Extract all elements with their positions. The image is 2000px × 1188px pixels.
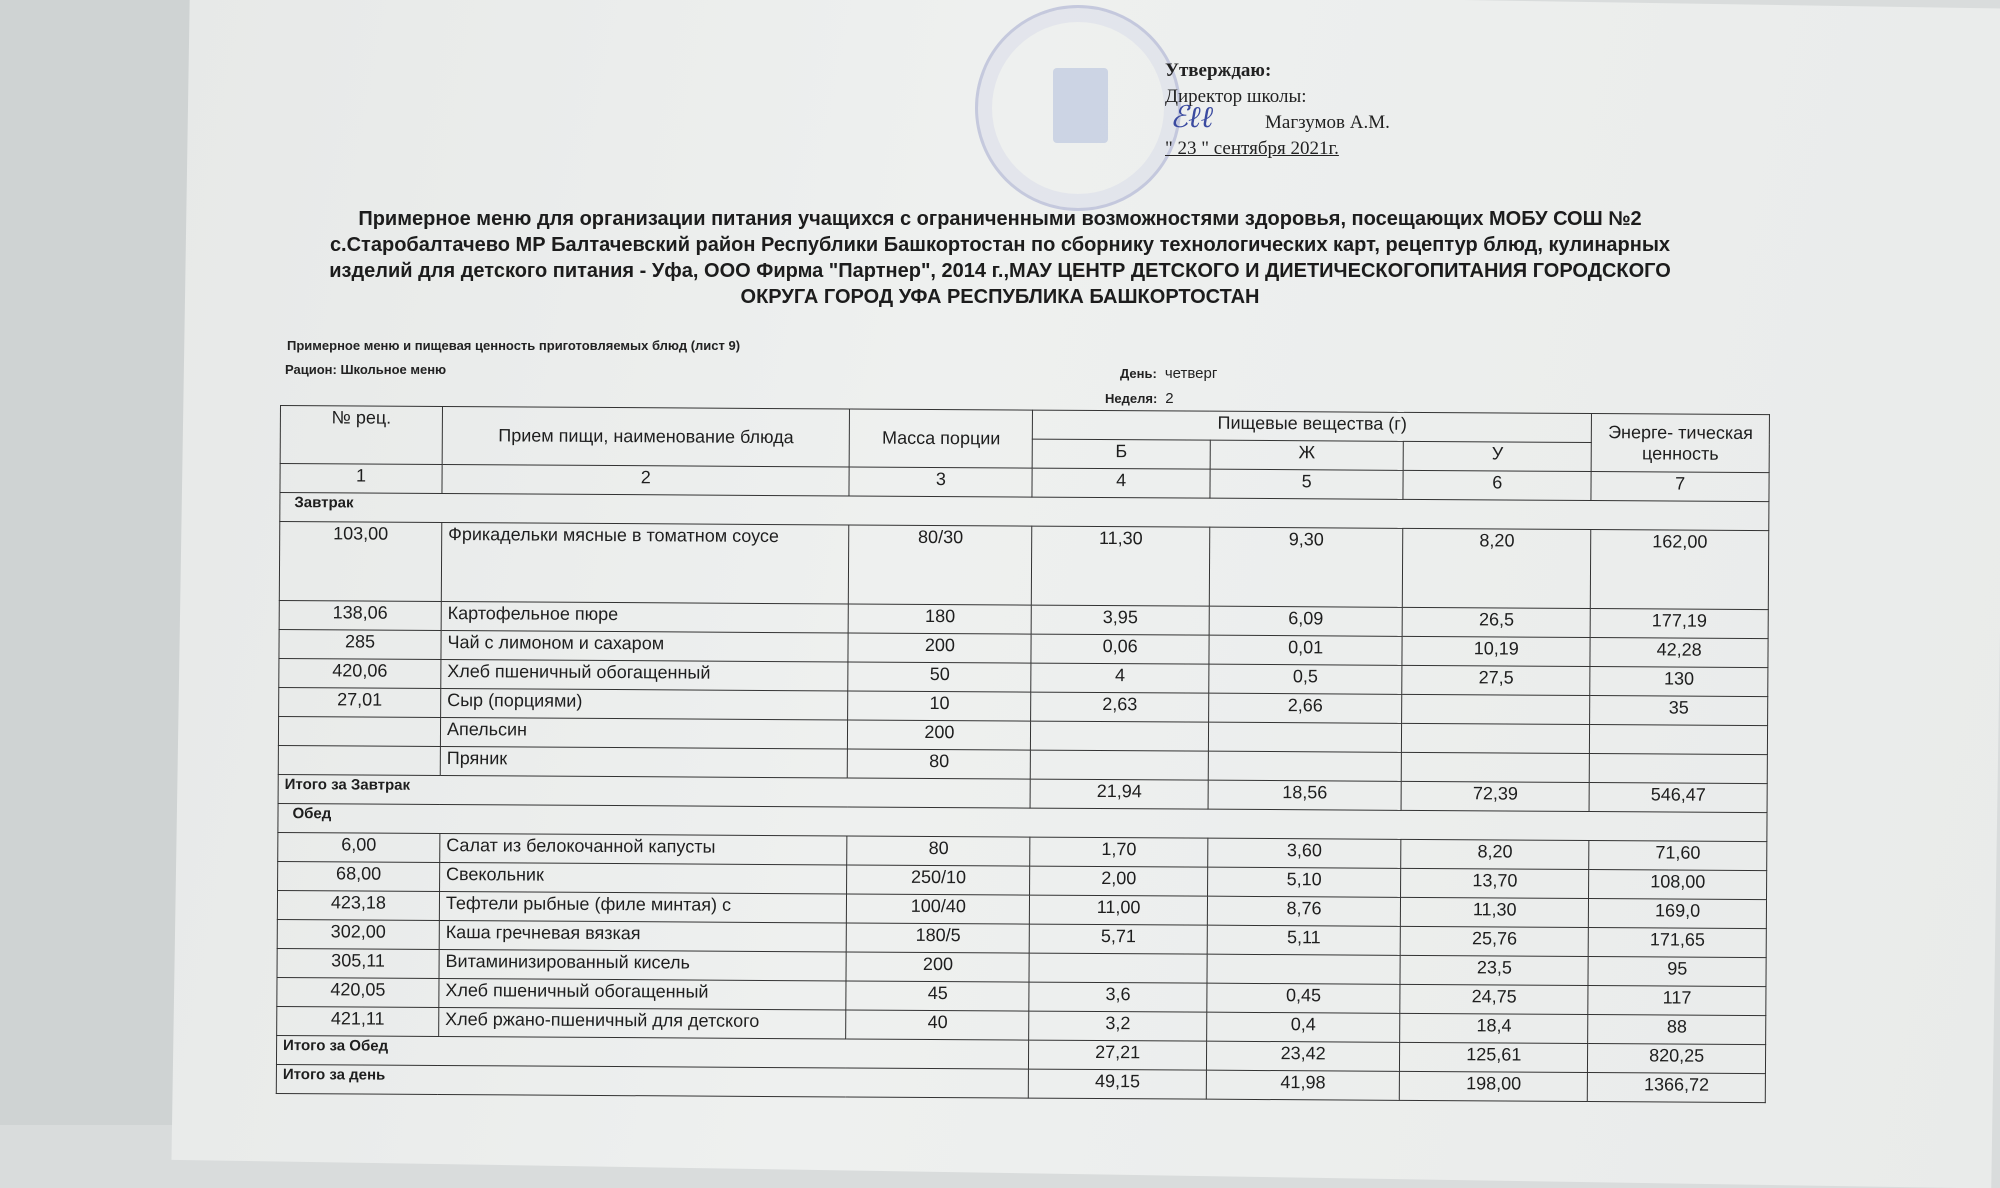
fat: 6,09 <box>1209 606 1402 636</box>
energy: 130 <box>1590 667 1768 697</box>
carbs: 27,5 <box>1402 665 1590 695</box>
portion-mass: 200 <box>848 720 1031 750</box>
section-title: Обед <box>278 803 1767 841</box>
carbs <box>1401 752 1589 782</box>
dish-name: Витаминизированный кисель <box>439 949 847 980</box>
energy: 1366,72 <box>1588 1073 1766 1103</box>
dish-name: Хлеб пшеничный обогащенный <box>441 659 849 690</box>
protein: 21,94 <box>1030 779 1208 809</box>
dish-name: Хлеб пшеничный обогащенный <box>439 978 847 1009</box>
recipe-number: 68,00 <box>278 861 440 891</box>
ration: Рацион: Школьное меню <box>285 362 447 377</box>
dish-name: Тефтели рыбные (филе минтая) с <box>439 891 847 922</box>
header-energy: Энерге- тическая ценность <box>1591 414 1769 473</box>
fat: 0,45 <box>1207 983 1400 1013</box>
approval-heading: Утверждаю: <box>1165 60 1272 81</box>
energy: 546,47 <box>1589 783 1767 813</box>
portion-mass: 80 <box>848 749 1031 779</box>
protein: 3,2 <box>1029 1011 1207 1041</box>
coat-of-arms-icon <box>1053 68 1108 143</box>
fat <box>1208 751 1401 781</box>
portion-mass: 80 <box>847 836 1030 866</box>
carbs: 23,5 <box>1400 955 1588 985</box>
portion-mass: 40 <box>846 1010 1029 1040</box>
day-label: День: <box>1120 366 1157 381</box>
portion-mass: 10 <box>848 691 1031 721</box>
header-mass: Масса порции <box>850 409 1033 468</box>
week-field <box>1105 390 1174 407</box>
column-number: 1 <box>280 464 442 494</box>
column-number: 3 <box>849 467 1032 497</box>
dish-name: Свекольник <box>439 862 847 893</box>
section-title: Завтрак <box>280 493 1769 531</box>
recipe-number: 6,00 <box>278 832 440 862</box>
fat: 3,60 <box>1208 838 1401 868</box>
fat: 0,01 <box>1209 635 1402 665</box>
header-zh: Ж <box>1210 440 1403 470</box>
header-nutrients: Пищевые вещества (г) <box>1033 410 1592 442</box>
total-label: Итого за Завтрак <box>278 774 1030 808</box>
energy: 35 <box>1590 696 1768 726</box>
carbs: 198,00 <box>1400 1071 1588 1101</box>
energy: 117 <box>1588 986 1766 1016</box>
energy: 820,25 <box>1588 1044 1766 1074</box>
column-number: 7 <box>1591 472 1769 502</box>
energy: 42,28 <box>1590 638 1768 668</box>
recipe-number <box>278 716 440 746</box>
dish-name: Картофельное пюре <box>441 601 849 632</box>
fat: 5,11 <box>1207 925 1400 955</box>
header-b: Б <box>1032 439 1210 469</box>
carbs: 25,76 <box>1400 926 1588 956</box>
dish-name: Пряник <box>440 746 848 777</box>
energy: 162,00 <box>1591 530 1769 610</box>
protein: 4 <box>1031 663 1209 693</box>
recipe-number <box>278 745 440 775</box>
week-value: 2 <box>1165 390 1174 407</box>
dish-name: Сыр (порциями) <box>441 688 849 719</box>
protein: 49,15 <box>1029 1069 1207 1099</box>
carbs: 11,30 <box>1401 897 1589 927</box>
fat: 41,98 <box>1206 1070 1399 1100</box>
fat <box>1208 722 1401 752</box>
protein <box>1031 721 1209 751</box>
fat: 0,4 <box>1207 1012 1400 1042</box>
dish-name: Хлеб ржано-пшеничный для детского <box>439 1007 847 1038</box>
day-field <box>1120 365 1217 382</box>
day-value: четверг <box>1164 365 1218 382</box>
portion-mass: 200 <box>848 633 1031 663</box>
column-number: 2 <box>442 464 850 495</box>
total-label: Итого за Обед <box>276 1035 1028 1069</box>
energy: 169,0 <box>1589 899 1767 929</box>
column-number: 4 <box>1032 468 1210 498</box>
portion-mass: 80/30 <box>849 525 1032 605</box>
fat: 0,5 <box>1209 664 1402 694</box>
protein: 5,71 <box>1029 924 1207 954</box>
week-label: Неделя: <box>1105 391 1158 406</box>
recipe-number: 421,11 <box>277 1006 439 1036</box>
recipe-number: 302,00 <box>277 919 439 949</box>
portion-mass: 180/5 <box>847 923 1030 953</box>
recipe-number: 138,06 <box>279 600 441 630</box>
energy: 95 <box>1588 957 1766 987</box>
dish-name: Чай с лимоном и сахаром <box>441 630 849 661</box>
dish-name: Фрикадельки мясные в томатном соусе <box>441 522 849 603</box>
carbs: 24,75 <box>1400 984 1588 1014</box>
fat: 2,66 <box>1209 693 1402 723</box>
protein: 3,95 <box>1031 605 1209 635</box>
document-title: Примерное меню для организации питания учащихся с ограниченными возможностями здоровья, посещающих МОБУ СОШ №2 с.Старобалтачево МР Балтачевский район Республики Башкортостан по сборнику технологических карт, рецептур блюд, кулинарных изделий для детского питания - Уфа, ООО Фирма "Партнер", 2014 г.,МАУ ЦЕНТР ДЕТСКОГО И ДИЕТИЧЕСКОГОПИТАНИЯ ГОРОДСКОГО ОКРУГА ГОРОД УФА РЕСПУБЛИКА БАШКОРТОСТАН <box>329 208 1671 308</box>
energy: 177,19 <box>1590 609 1768 639</box>
carbs <box>1402 694 1590 724</box>
header-num: № рец. <box>280 406 442 465</box>
approval-role: Директор школы: <box>1165 86 1307 107</box>
seal-stamp <box>975 5 1181 211</box>
recipe-number: 423,18 <box>277 890 439 920</box>
fat: 8,76 <box>1207 896 1400 926</box>
dish-name: Салат из белокочанной капусты <box>440 833 848 864</box>
portion-mass: 45 <box>846 981 1029 1011</box>
energy: 88 <box>1588 1015 1766 1045</box>
protein: 0,06 <box>1031 634 1209 664</box>
portion-mass: 250/10 <box>847 865 1030 895</box>
protein: 11,30 <box>1032 526 1210 606</box>
protein <box>1031 750 1209 780</box>
column-number: 5 <box>1210 469 1403 499</box>
carbs: 72,39 <box>1401 781 1589 811</box>
total-label: Итого за день <box>276 1064 1028 1098</box>
fat: 5,10 <box>1207 867 1400 897</box>
carbs: 18,4 <box>1400 1013 1588 1043</box>
carbs: 8,20 <box>1401 839 1589 869</box>
protein <box>1029 953 1207 983</box>
header-u: У <box>1403 441 1591 471</box>
carbs: 13,70 <box>1401 868 1589 898</box>
fat <box>1207 954 1400 984</box>
carbs <box>1402 723 1590 753</box>
fat: 23,42 <box>1206 1041 1399 1071</box>
dish-name: Каша гречневая вязкая <box>439 920 847 951</box>
menu-table <box>276 405 1770 1103</box>
portion-mass: 100/40 <box>847 894 1030 924</box>
dish-name: Апельсин <box>440 717 848 748</box>
protein: 11,00 <box>1030 895 1208 925</box>
energy <box>1590 725 1768 755</box>
energy: 108,00 <box>1589 870 1767 900</box>
energy: 71,60 <box>1589 841 1767 871</box>
portion-mass: 200 <box>846 952 1029 982</box>
recipe-number: 305,11 <box>277 948 439 978</box>
energy <box>1590 754 1768 784</box>
carbs: 26,5 <box>1402 607 1590 637</box>
fat: 18,56 <box>1208 780 1401 810</box>
recipe-number: 285 <box>279 629 441 659</box>
recipe-number: 420,05 <box>277 977 439 1007</box>
carbs: 10,19 <box>1402 636 1590 666</box>
energy: 171,65 <box>1588 928 1766 958</box>
protein: 2,63 <box>1031 692 1209 722</box>
portion-mass: 50 <box>848 662 1031 692</box>
approval-date: " 23 " сентября 2021г. <box>1165 138 1339 159</box>
protein: 3,6 <box>1029 982 1207 1012</box>
recipe-number: 103,00 <box>279 522 441 602</box>
fat: 9,30 <box>1209 527 1403 607</box>
signature: ℰℓℓ <box>1170 101 1214 134</box>
column-number: 6 <box>1403 470 1591 500</box>
carbs: 125,61 <box>1400 1042 1588 1072</box>
carbs: 8,20 <box>1403 528 1592 608</box>
recipe-number: 420,06 <box>279 658 441 688</box>
header-name: Прием пищи, наименование блюда <box>442 406 850 466</box>
approval-name: Магзумов А.М. <box>1265 112 1390 133</box>
table-row <box>279 522 1768 610</box>
protein: 2,00 <box>1030 866 1208 896</box>
protein: 27,21 <box>1029 1040 1207 1070</box>
recipe-number: 27,01 <box>279 687 441 717</box>
portion-mass: 180 <box>849 604 1032 634</box>
protein: 1,70 <box>1030 837 1208 867</box>
subtitle: Примерное меню и пищевая ценность приготовляемых блюд (лист 9) <box>287 338 741 353</box>
